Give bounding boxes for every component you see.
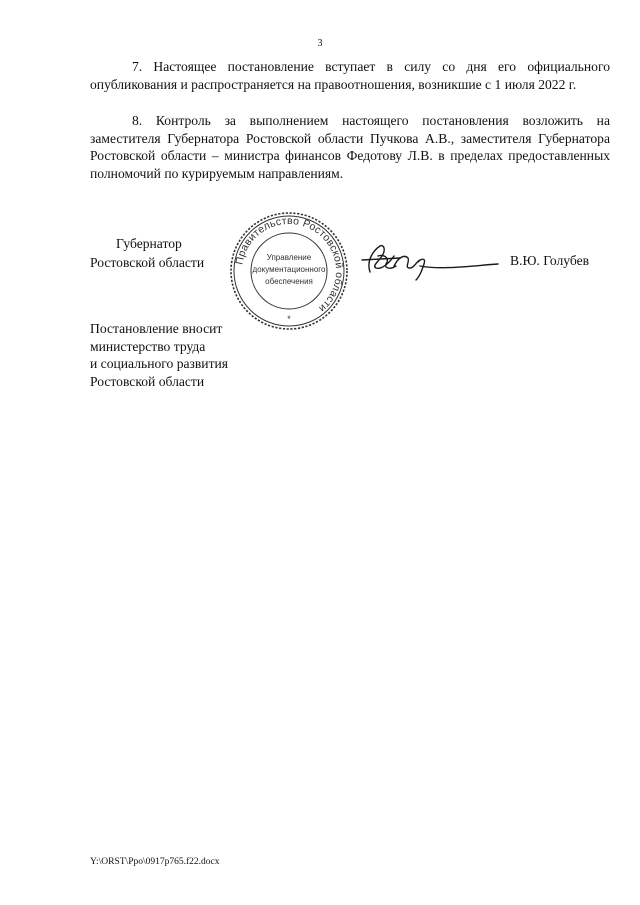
file-path-footer: Y:\ORST\Ppo\0917p765.f22.docx: [90, 857, 220, 867]
seal-outer-text: Правительство Ростовской области: [233, 214, 346, 315]
submitter-line3: и социального развития: [90, 356, 229, 371]
seal-inner-line1: Управление: [266, 253, 312, 262]
seal-inner-line3: обеспечения: [265, 277, 313, 286]
official-seal: [228, 210, 350, 332]
body-paragraph-8: [90, 112, 610, 182]
paragraph-8-text: 8. Контроль за выполнением настоящего постановления возложить на заместителя Губернатора Ростовской области Пучкова А.В., заместителя Губернатора Ростовской области – министра финансов Федотову Л.В. в пределах предоставленных полномочий по курируемым направлениям.: [90, 113, 610, 181]
page-number: 3: [317, 38, 323, 49]
signatory-name: В.Ю. Голубев: [510, 253, 590, 268]
submitter-line1: Постановление вносит: [90, 321, 223, 336]
signatory-title: [90, 234, 204, 272]
signatory-title-line1: Губернатор: [116, 236, 182, 251]
submitter-line4: Ростовской области: [90, 373, 205, 389]
seal-star-icon: *: [287, 314, 291, 324]
submitter-block: [90, 320, 228, 390]
seal-inner-line2: документационного: [252, 265, 326, 274]
submitter-line2: министерство труда: [90, 338, 206, 354]
handwritten-signature: [360, 236, 500, 284]
body-paragraph-7: [90, 58, 610, 93]
paragraph-7-text: 7. Настоящее постановление вступает в силу со дня его официального опубликования и распространяется на правоотношения, возникшие с 1 июля 2022 г.: [90, 59, 610, 92]
signatory-title-line2: Ростовской области: [90, 255, 205, 270]
